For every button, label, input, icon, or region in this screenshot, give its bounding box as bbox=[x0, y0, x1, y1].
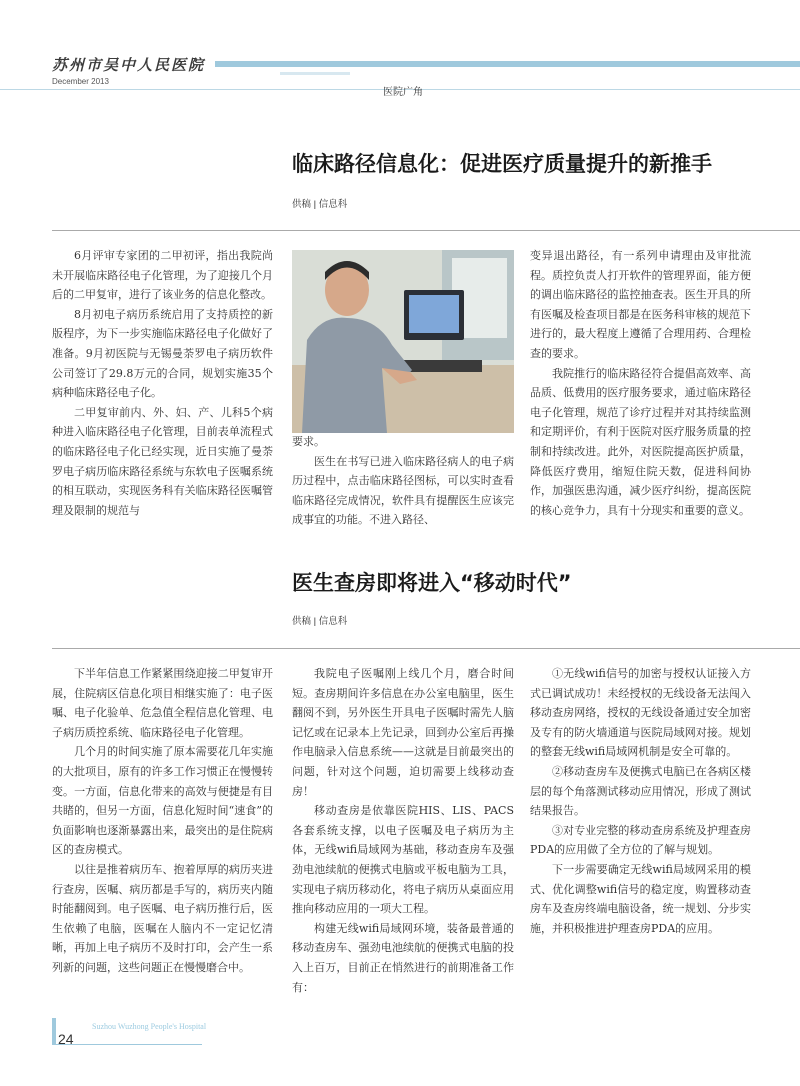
article1-column-1 bbox=[52, 246, 273, 520]
article2-column-1 bbox=[52, 664, 273, 978]
paragraph: ③对专业完整的移动查房系统及护理查房PDA的应用做了全方位的了解与规划。 bbox=[530, 823, 751, 857]
paragraph: 几个月的时间实施了原本需要花几年实施的大批项目，原有的许多工作习惯正在慢慢转变。一方面，信息化带来的高效与便捷是有目共睹的，但另一方面，信息化短时间“速食”的负面影响也逐渐暴露出来，最突出的是住院病区的查房模式。 bbox=[52, 745, 273, 857]
doctor-at-computer-image bbox=[292, 250, 514, 433]
footer-rule bbox=[52, 1044, 202, 1045]
article1-column-3 bbox=[530, 246, 751, 520]
paragraph: 8月初电子病历系统启用了支持质控的新版程序，为下一步实施临床路径电子化做好了准备。9月初医院与无锡曼荼罗电子病历软件公司签订了29.8万元的合同，规划实施35个病种临床路径电子化。 bbox=[52, 307, 273, 400]
paragraph: 医生在书写已进入临床路径病人的电子病历过程中，点击临床路径图标，可以实时查看临床路径完成情况，软件具有提醒医生应该完成事宜的功能。不进入路径、 bbox=[292, 454, 514, 527]
header-color-bar bbox=[215, 61, 800, 67]
paragraph: 变异退出路径，有一系列申请理由及审批流程。质控负责人打开软件的管理界面，能方便的调出临床路径的监控抽查表。医生开具的所有医嘱及检查项目都是在医务科审核的规范下进行的，最大程度上遵循了合理用药、合理检查的要求。 bbox=[530, 249, 751, 360]
article1-column-2 bbox=[292, 432, 514, 530]
hospital-masthead: 苏州市吴中人民医院 bbox=[52, 56, 206, 74]
paragraph: ①无线wifi信号的加密与授权认证接入方式已调试成功！未经授权的无线设备无法闯入移动查房网络，授权的无线设备通过安全加密及专有的防火墙通道与医院局域网对接。规划的整套无线wifi局域网机制是安全可靠的。 bbox=[530, 667, 751, 759]
footer-accent-bar bbox=[52, 1018, 56, 1044]
article2-rule bbox=[52, 648, 800, 649]
footer-hospital-name: Suzhou Wuzhong People's Hospital bbox=[92, 1022, 207, 1031]
article1-rule bbox=[52, 230, 800, 231]
article1-title: 临床路径信息化：促进医疗质量提升的新推手 bbox=[292, 152, 712, 176]
issue-date: December 2013 bbox=[52, 77, 109, 86]
article2-byline: 供稿 | 信息科 bbox=[292, 616, 348, 627]
paragraph: 要求。 bbox=[292, 435, 325, 448]
paragraph: 下半年信息工作紧紧围绕迎接二甲复审开展，住院病区信息化项目相继实施了：电子医嘱、电子化验单、危急值全程信息化管理、电子病历质控系统、临床路径电子化管理。 bbox=[52, 667, 273, 739]
article2-column-2 bbox=[292, 664, 514, 997]
article-photo bbox=[292, 250, 514, 433]
article2-column-3 bbox=[530, 664, 751, 938]
paragraph: ②移动查房车及便携式电脑已在各病区楼层的每个角落测试移动应用情况，形成了测试结果报告。 bbox=[530, 764, 751, 818]
page-number: 24 bbox=[58, 1031, 74, 1047]
column-tag: 医院广角 bbox=[383, 87, 423, 98]
article2-title: 医生查房即将进入“移动时代” bbox=[292, 571, 572, 595]
paragraph: 二甲复审前内、外、妇、产、儿科5个病种进入临床路径电子化管理，目前表单流程式的临床路径电子化已经实现，近日实施了曼荼罗电子病历临床路径系统与东软电子医嘱系统的相互联动，实现医务科有关临床路径医嘱管理及限制的规范与 bbox=[52, 405, 273, 517]
paragraph: 我院电子医嘱刚上线几个月，磨合时间短。查房期间许多信息在办公室电脑里，医生翻阅不到，另外医生开具电子医嘱时需先人脑记忆或在记录本上先记录，回到办公室后再操作电脑录入信息系统——这就是目前最突出的问题，针对这个问题，迫切需要上线移动查房！ bbox=[292, 667, 514, 798]
paragraph: 构建无线wifi局域网环境，装备最普通的移动查房车、强劲电池续航的便携式电脑的投入上百万，目前正在悄然进行的前期准备工作有： bbox=[292, 921, 514, 994]
paragraph: 下一步需要确定无线wifi局域网采用的模式、优化调整wifi信号的稳定度，购置移动查房车及查房终端电脑设备，统一规划、分步实施，并积极推进护理查房PDA的应用。 bbox=[530, 862, 751, 935]
article1-byline: 供稿 | 信息科 bbox=[292, 199, 348, 210]
paragraph: 我院推行的临床路径符合提倡高效率、高品质、低费用的医疗服务要求，通过临床路径电子化管理，规范了诊疗过程并对其持续监测和定期评价，有利于医院对医疗服务质量的控制和持续改进。此外，对医院提高医护质量，降低医疗费用，缩短住院天数，促进科间协作，加强医患沟通，减少医疗纠纷，提高医院的核心竞争力，具有十分现实和重要的意义。 bbox=[530, 366, 751, 517]
paragraph: 6月评审专家团的二甲初评，指出我院尚未开展临床路径电子化管理，为了迎接几个月后的二甲复审，进行了该业务的信息化整改。 bbox=[52, 249, 273, 302]
paragraph: 移动查房是依靠医院HIS、LIS、PACS各套系统支撑，以电子医嘱及电子病历为主体，无线wifi局域网为基础，移动查房车及强劲电池续航的便携式电脑或平板电脑为工具，实现电子病历移动化，将电子病历从桌面应用推向移动应用的一项大工程。 bbox=[292, 804, 514, 916]
header-accent-bar bbox=[280, 72, 350, 75]
paragraph: 以往是推着病历车、抱着厚厚的病历夹进行查房，医嘱、病历都是手写的，病历夹内随时能翻阅到。电子医嘱、电子病历推行后，医生依赖了电脑，医嘱在人脑内不一定记忆清晰，再加上电子病历不及时打印，会产生一系列新的问题，这些问题正在慢慢磨合中。 bbox=[52, 862, 273, 974]
